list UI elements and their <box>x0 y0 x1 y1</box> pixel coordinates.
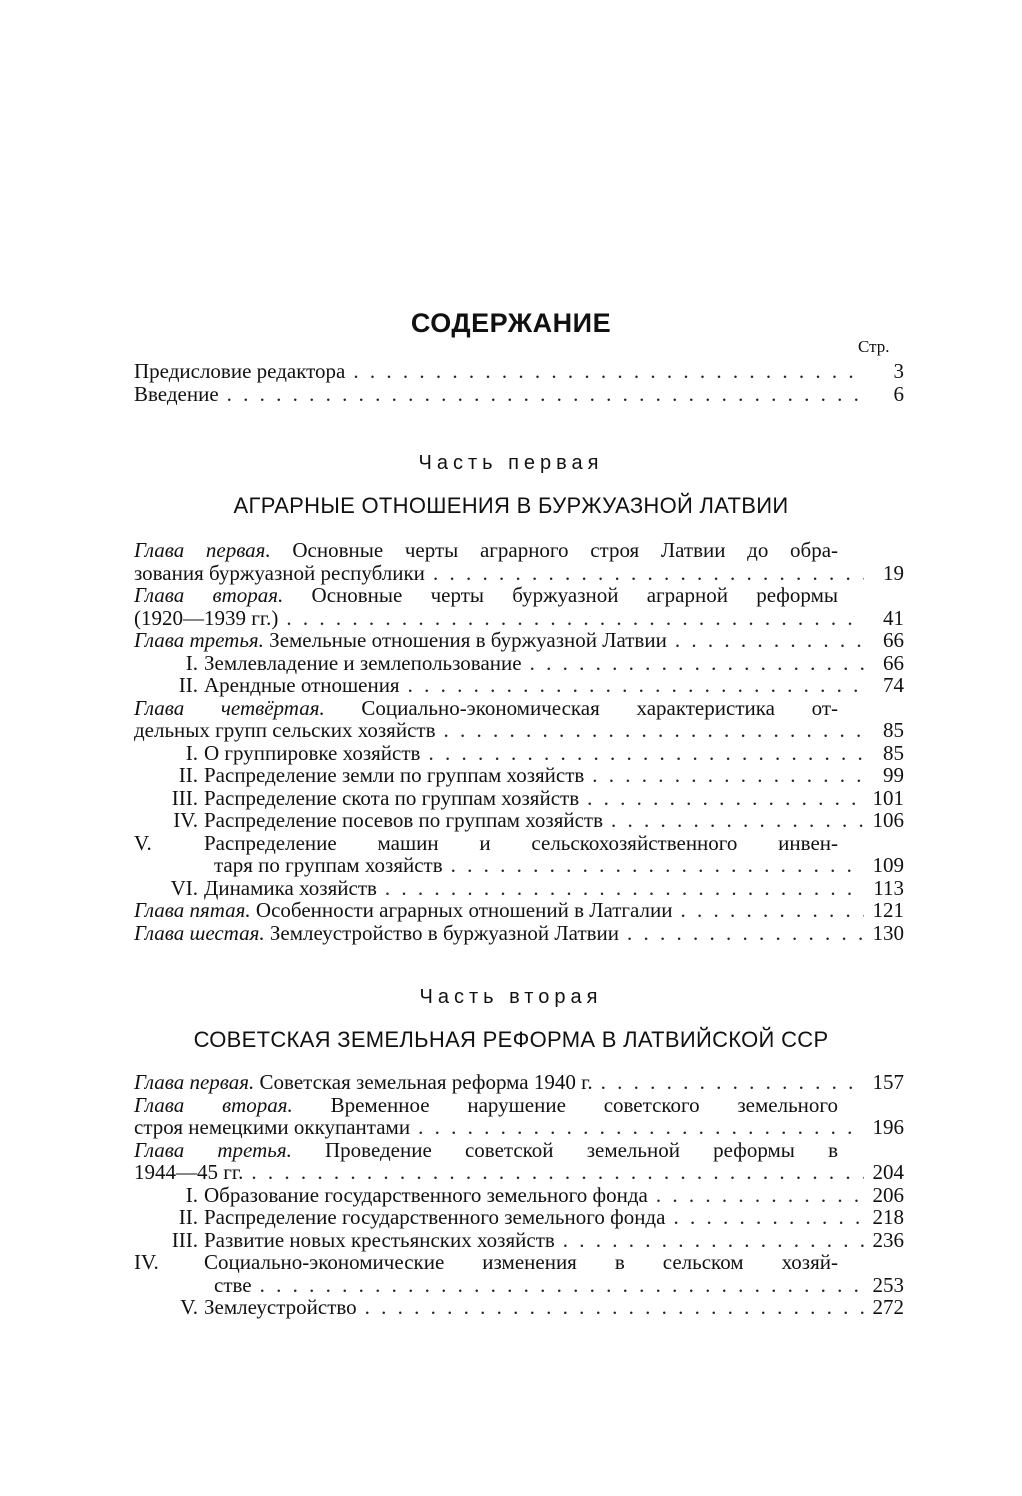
toc-entry-p1-ch4-s2: II. Распределение земли по группам хозяйств . . . 99 <box>134 764 904 787</box>
toc-entry-p1-ch4-s5: V. Распределение машин и сельскохозяйственного инвен- <box>134 830 838 855</box>
toc-entry-p1-ch5: Глава пятая. Особенности аграрных отношений в Латгалии . . . 121 <box>134 899 904 922</box>
toc-entry-p1-ch4-s4: IV. Распределение посевов по группам хозяйств . . . 106 <box>134 809 904 832</box>
toc-entry-p2-ch3-s5: V. Землеустройство . . . 272 <box>134 1296 904 1319</box>
front-matter <box>134 360 904 405</box>
toc-entry-p1-ch3-s1: I. Землевладение и землепользование . . . 66 <box>134 652 904 675</box>
toc-entry-p2-ch1: Глава первая. Советская земельная реформа 1940 г. . . . 157 <box>134 1071 904 1094</box>
toc-entry-p1-ch3: Глава третья. Земельные отношения в буржуазной Латвии . . . 66 <box>134 629 904 652</box>
toc-entry-p1-ch4: Глава четвёртая. Социально-экономическая характеристика от- <box>134 695 839 720</box>
part1-label: Часть первая <box>418 452 604 474</box>
toc-entry-p1-ch4-s1: I. О группировке хозяйств . . . 85 <box>134 742 904 765</box>
page-column-label: Стр. <box>858 337 890 356</box>
part1-title: АГРАРНЫЕ ОТНОШЕНИЯ В БУРЖУАЗНОЙ ЛАТВИИ <box>233 493 789 518</box>
page-title: СОДЕРЖАНИЕ <box>410 308 612 338</box>
toc-entry-p2-ch3-s4: IV. Социально-экономические изменения в сельском хозяй- <box>134 1250 838 1274</box>
part2-toc: Глава первая. Советская земельная реформа 1940 г. . . . 157 Глава вторая. Временное нарушение советского земельного строя немецкими оккупантами . . . 196 Глава третья. Проведение советской земельной реформы в 1944—45 гг. . . . 204 I. Образование государственного земельного фонда . . . 206 II. Распределение государственного земельного фонда . . . 218 III. Развитие новых крестьянских хозяйств . . . 236 IV. Социально-экономические изменения в сельском хозяй- стве . . . 253 V. Землеустройство . . . 272 <box>134 1071 904 1319</box>
toc-entry-introduction: Введение . . . 6 <box>134 383 904 406</box>
toc-entry-p1-ch3-s2: II. Арендные отношения . . . 74 <box>134 674 904 697</box>
part2-title: СОВЕТСКАЯ ЗЕМЕЛЬНАЯ РЕФОРМА В ЛАТВИЙСКОЙ ССР <box>193 1027 829 1052</box>
toc-entry-p2-ch3-s1: I. Образование государственного земельного фонда . . . 206 <box>134 1184 904 1207</box>
toc-entry-p1-ch2: Глава вторая. Основные черты буржуазной аграрной реформы <box>134 583 838 607</box>
toc-entry-p1-ch6: Глава шестая. Землеустройство в буржуазной Латвии . . . 130 <box>134 922 904 945</box>
toc-entry-p2-ch3-s2: II. Распределение государственного земельного фонда . . . 218 <box>134 1206 904 1229</box>
part1-toc: Глава первая. Основные черты аграрного строя Латвии до обра- зования буржуазной республики . . . 19 Глава вторая. Основные черты буржуазной аграрной реформы (1920—1939 гг.) . . . 41 Глава третья. Земельные отношения в буржуазной Латвии . . . 66 I. Землевладение и землепользование . . . 66 II. Арендные отношения . . . 74 Глава четвёртая. Социально-экономическая характеристика от- дельных групп сельских хозяйств . . . 85 I. О группировке хозяйств . . . 85 II. Распределение земли по группам хозяйств . . . 99 III. Распределение скота по группам хозяйств . . . 101 IV. Распределение посевов по группам хозяйств . . . 106 V. Распределение машин и сельскохозяйственного инвен- таря по группам хозяйств . . . 109 VI. Динамика хозяйств . . . 113 Глава пятая. Особенности аграрных отношений в Латгалии . . . 121 Глава шестая. Землеустройство в буржуазной Латвии . . . 130 <box>134 539 904 944</box>
toc-entry-p2-ch2: Глава вторая. Временное нарушение советского земельного <box>134 1092 839 1117</box>
toc-entry-p1-ch1: Глава первая. Основные черты аграрного строя Латвии до обра- <box>134 538 839 562</box>
toc-entry-p1-ch4-s6: VI. Динамика хозяйств . . . 113 <box>134 877 904 900</box>
toc-entry-p2-ch3: Глава третья. Проведение советской земельной реформы в <box>134 1137 838 1162</box>
part2-label: Часть вторая <box>419 986 603 1008</box>
toc-entry-preface: Предисловие редактора . . . 3 <box>134 360 904 383</box>
toc-entry-p2-ch3-s3: III. Развитие новых крестьянских хозяйств . . . 236 <box>134 1229 904 1252</box>
toc-entry-p1-ch4-s3: III. Распределение скота по группам хозяйств . . . 101 <box>134 787 904 810</box>
